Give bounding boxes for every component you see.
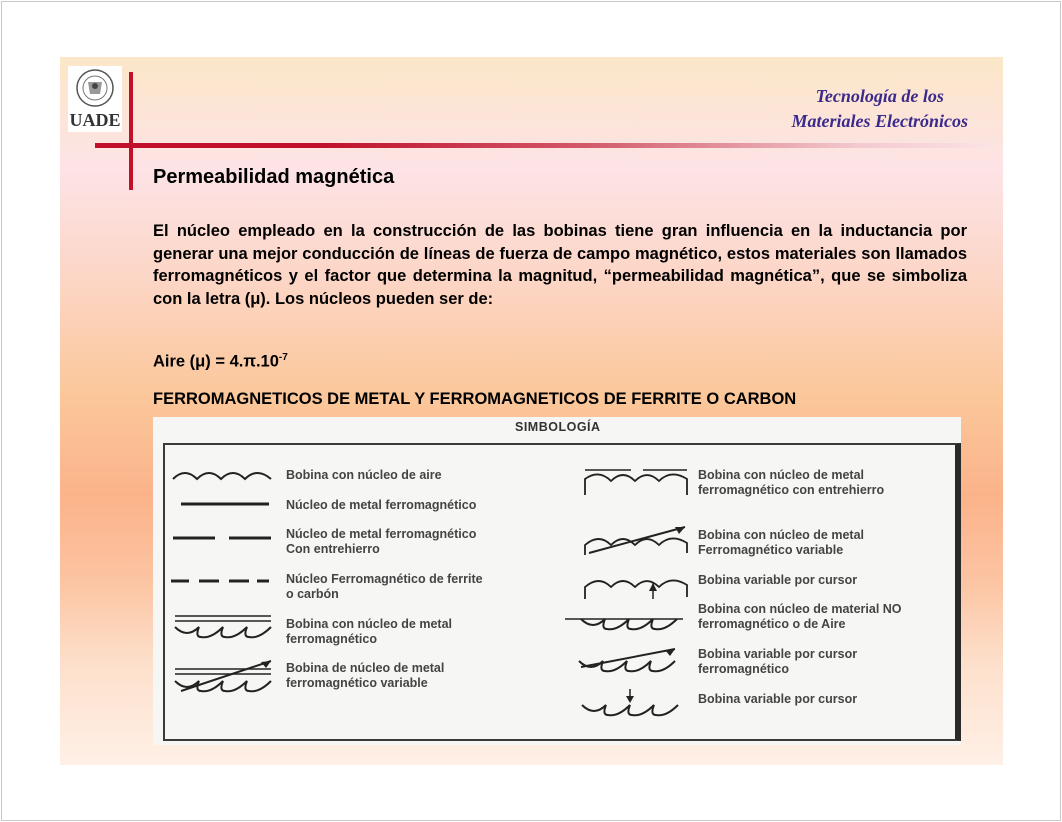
right-label-1: Bobina con núcleo de metal ferromagnético con entrehierro xyxy=(698,468,885,497)
decorative-horizontal-line xyxy=(95,143,993,148)
air-core-coil-icon xyxy=(171,467,276,483)
metal-core-gap-icon xyxy=(173,533,273,543)
slide-title: Permeabilidad magnética xyxy=(153,166,395,188)
course-title-line1: Tecnología de los xyxy=(815,86,944,106)
symbology-title: SIMBOLOGÍA xyxy=(515,420,601,434)
left-label-6: Bobina de núcleo de metal ferromagnético variable xyxy=(286,661,445,690)
formula-exponent: -7 xyxy=(278,352,288,363)
course-title-line2: Materiales Electrónicos xyxy=(791,111,968,131)
body-paragraph: El núcleo empleado en la construcción de las bobinas tiene gran influencia en la inductancia por generar una mejor conducción de líneas de fuerza de campo magnético, estos materiales son llamados ferromagnéticos y el factor que determina la magnitud, “permeabilidad magnética”, que se simboliza con la letra (μ). Los núcleos pueden ser de: xyxy=(153,222,967,308)
cursor-ferro-coil-icon xyxy=(575,645,687,675)
course-header xyxy=(792,84,969,134)
left-label-5: Bobina con núcleo de metal ferromagnético xyxy=(286,617,452,646)
nonferro-core-coil-icon xyxy=(563,611,688,633)
right-label-5: Bobina variable por cursor ferromagnético xyxy=(698,647,858,676)
metal-core-coil-icon xyxy=(171,613,276,643)
left-label-1: Bobina con núcleo de aire xyxy=(286,468,442,482)
gap-metal-core-coil-icon xyxy=(581,467,691,499)
left-label-2: Núcleo de metal ferromagnético xyxy=(286,498,477,512)
left-label-3: Núcleo de metal ferromagnético Con entrehierro xyxy=(286,527,477,556)
formula-base: Aire (μ) = 4.π.10 xyxy=(153,352,279,371)
right-label-3: Bobina variable por cursor xyxy=(698,573,858,587)
uade-logo xyxy=(68,66,122,132)
decorative-vertical-line xyxy=(129,72,133,190)
variable-metal-core-coil-icon xyxy=(171,657,281,697)
variable-ferro-coil-icon xyxy=(581,523,693,559)
cursor-variable-coil-icon xyxy=(581,569,691,603)
ferrite-core-icon xyxy=(171,576,271,586)
right-label-6: Bobina variable por cursor xyxy=(698,692,858,706)
subheading: FERROMAGNETICOS DE METAL Y FERROMAGNETICOS DE FERRITE O CARBON xyxy=(153,390,797,408)
symbology-panel xyxy=(153,417,961,745)
right-label-4: Bobina con núcleo de material NO ferromagnético o de Aire xyxy=(698,602,902,631)
logo-text: UADE xyxy=(69,110,121,130)
left-label-4: Núcleo Ferromagnético de ferrite o carbón xyxy=(286,572,483,601)
metal-core-icon xyxy=(181,499,271,509)
cursor-coil-icon xyxy=(578,687,688,717)
right-label-2: Bobina con núcleo de metal Ferromagnético variable xyxy=(698,528,864,557)
formula xyxy=(153,352,288,372)
